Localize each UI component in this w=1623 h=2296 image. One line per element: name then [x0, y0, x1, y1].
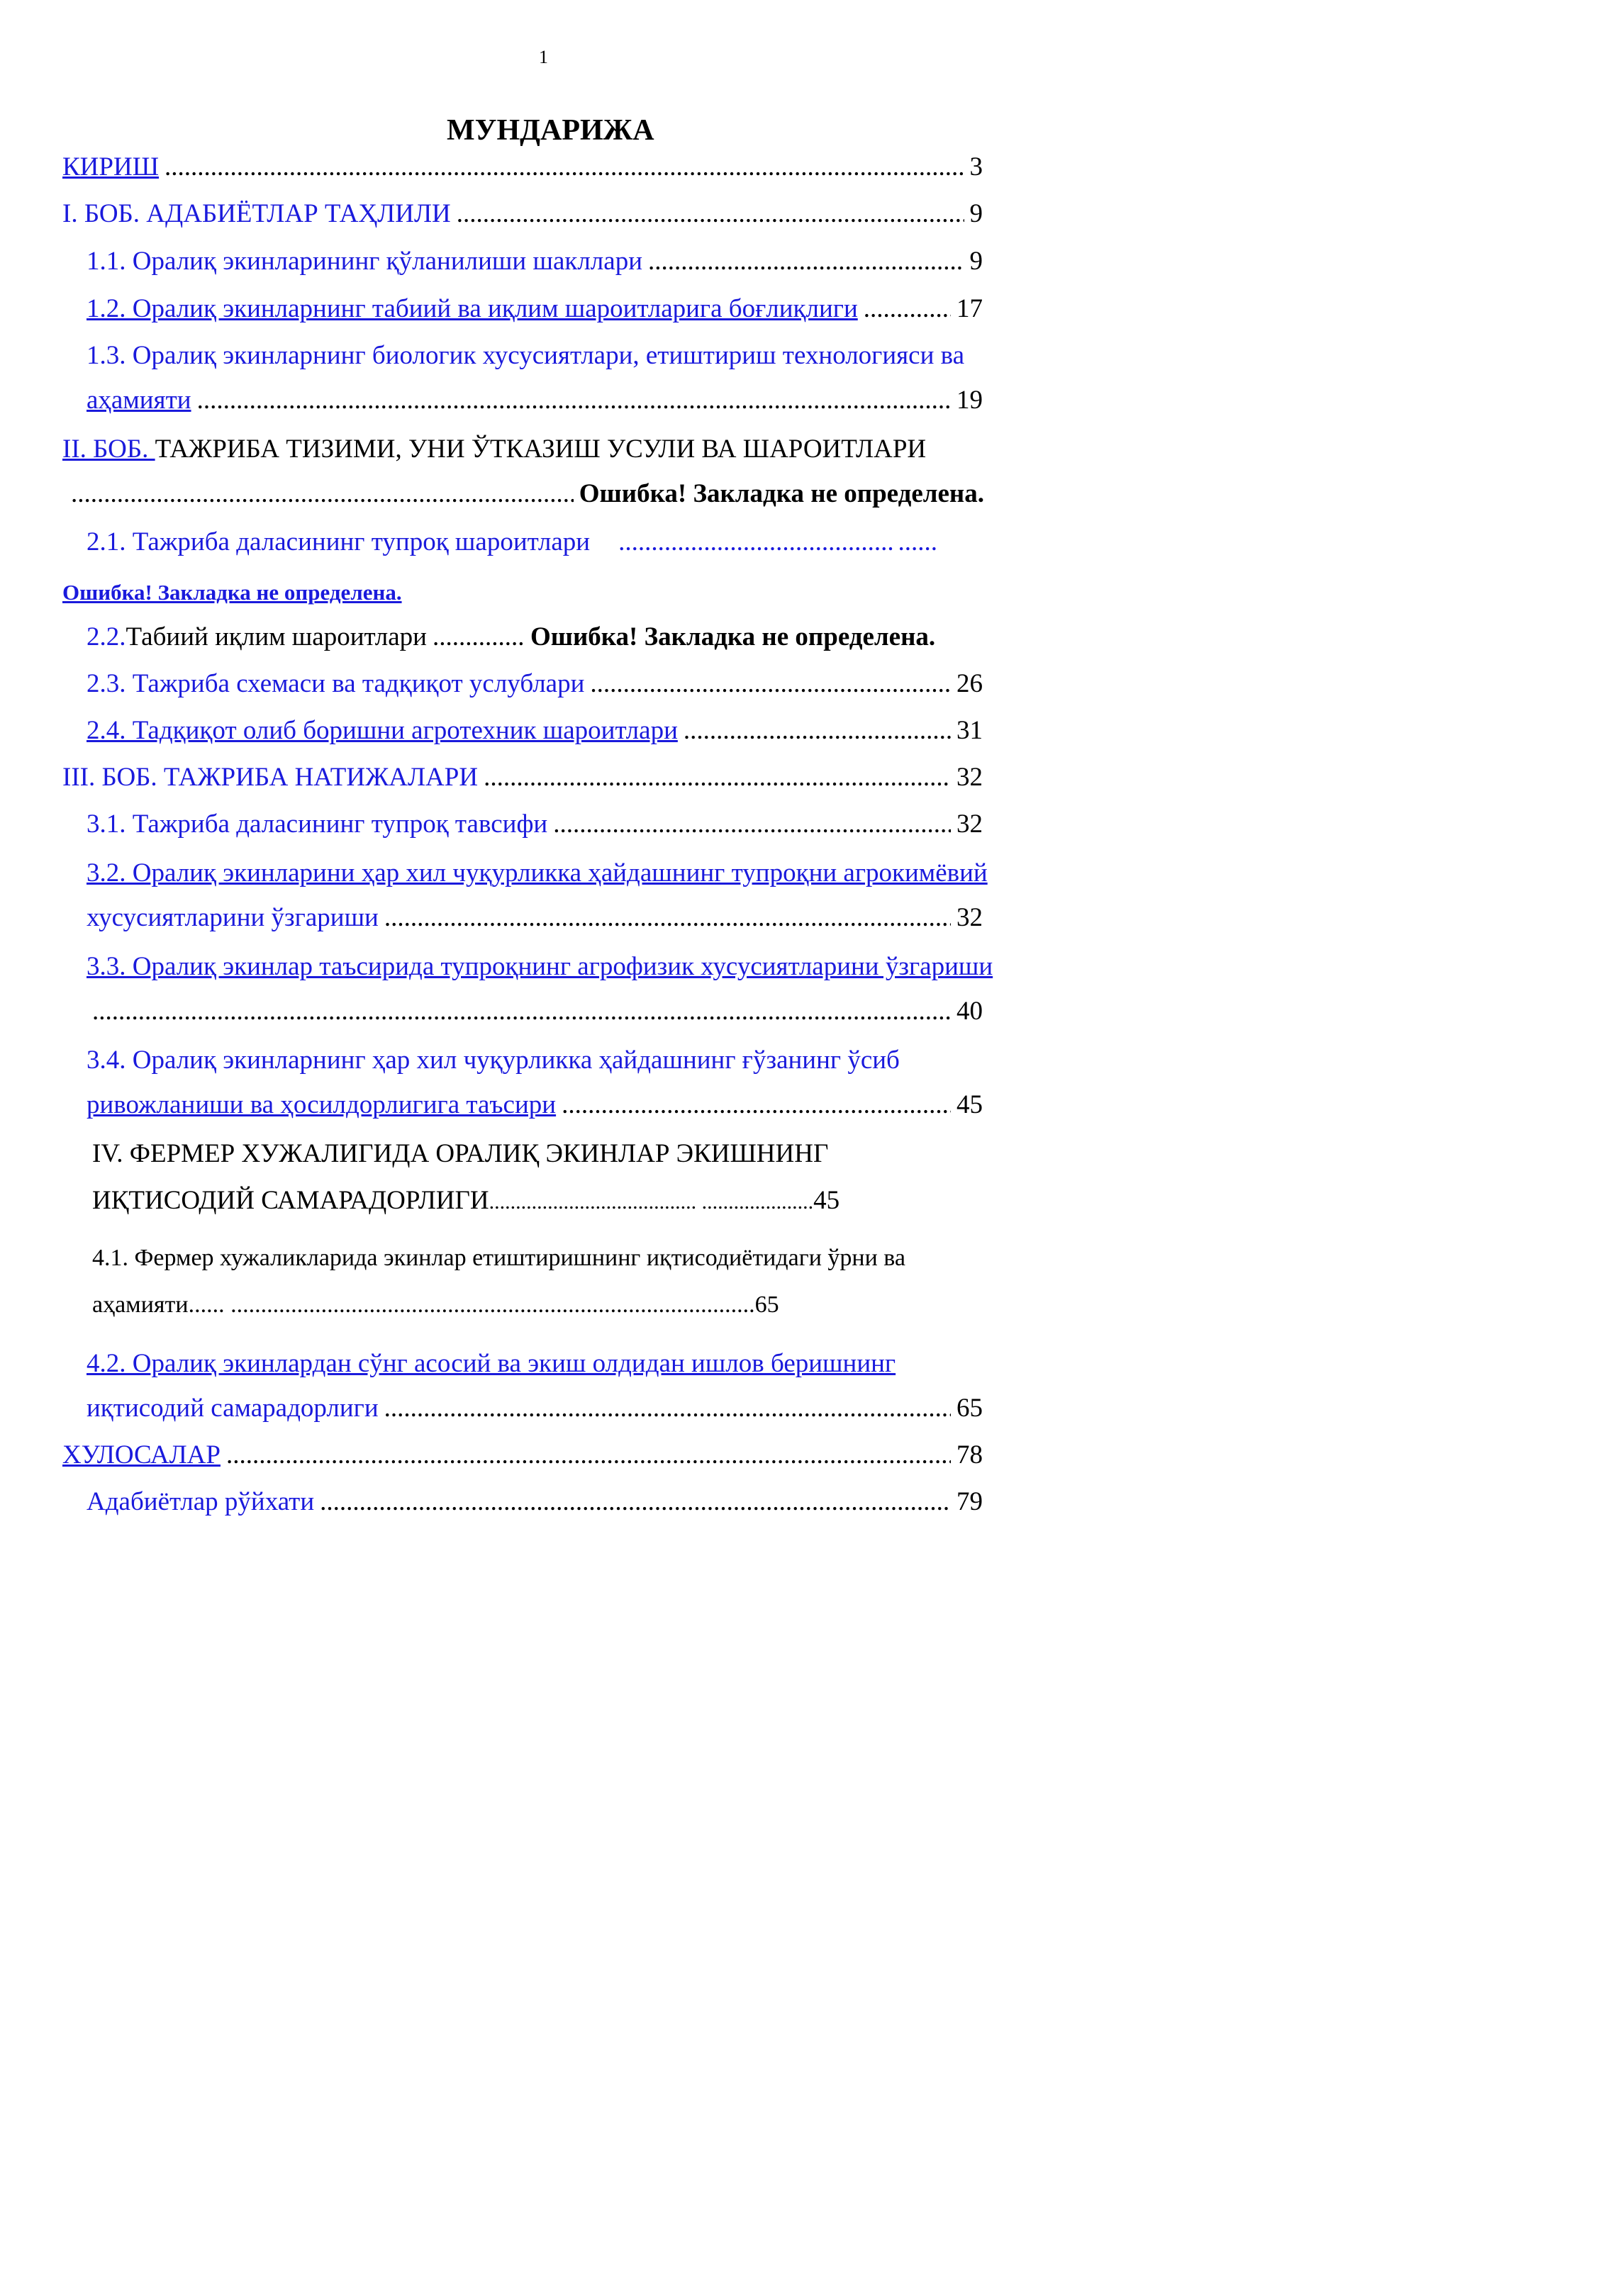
toc-page: 19 — [956, 386, 983, 415]
toc-entry-1-2[interactable] — [87, 296, 983, 322]
toc-entry-3-4-line1[interactable]: 3.4. Оралиқ экинларнинг ҳар хил чуқурликка ҳайдашнинг ғўзанинг ўсиб — [87, 1046, 900, 1075]
toc-page: 31 — [956, 716, 983, 745]
toc-entry-4-2-line1[interactable]: 4.2. Оралиқ экинлардан сўнг асосий ва экиш олдидан ишлов беришнинг — [87, 1349, 896, 1378]
bookmark-error: Ошибка! Закладка не определена. — [579, 479, 984, 508]
page-title: МУНДАРИЖА — [447, 114, 654, 147]
toc-page: 9 — [969, 247, 983, 276]
toc-page: 32 — [956, 903, 983, 932]
toc-entry-3-4-line2[interactable] — [87, 1092, 983, 1118]
toc-page: 9 — [969, 199, 983, 228]
toc-label[interactable]: Адабиётлар рўйхати — [87, 1487, 315, 1516]
toc-leader — [71, 481, 574, 507]
toc-page: 3 — [969, 152, 983, 181]
toc-page: 40 — [956, 997, 983, 1026]
toc-leader — [226, 1442, 951, 1468]
toc-leader — [553, 811, 951, 837]
toc-leader — [590, 671, 951, 697]
toc-leader — [484, 764, 951, 790]
toc-entry-2-3[interactable] — [87, 671, 983, 697]
toc-entry-chapter-2[interactable] — [62, 434, 926, 464]
toc-label: ТАЖРИБА ТИЗИМИ, УНИ ЎТКАЗИШ УСУЛИ ВА ШАРОИТЛАРИ — [155, 435, 927, 464]
toc-label: ИҚТИСОДИЙ САМАРАДОРЛИГИ — [92, 1186, 489, 1215]
toc-entry-2-2[interactable] — [87, 624, 983, 650]
bookmark-error[interactable]: Ошибка! Закладка не определена. — [62, 580, 402, 605]
toc-entry-chapter-2-ref — [71, 481, 984, 507]
toc-entry-chapter-4-line2 — [92, 1185, 840, 1216]
toc-entry-intro[interactable] — [62, 154, 983, 180]
toc-page: 45 — [956, 1090, 983, 1119]
toc-entry-4-2-line2[interactable] — [87, 1395, 983, 1421]
toc-page: 32 — [956, 763, 983, 792]
toc-page: 32 — [956, 810, 983, 839]
toc-page: 79 — [956, 1487, 983, 1516]
toc-page: 17 — [956, 294, 983, 323]
toc-entry-chapter-3[interactable] — [62, 764, 983, 790]
toc-num[interactable]: 2.2. — [87, 622, 126, 651]
toc-entry-1-3-line1[interactable]: 1.3. Оралиқ экинларнинг биологик хусусиятлари, етиштириш технологияси ва — [87, 341, 965, 370]
toc-label[interactable]: 2.1. Тажриба даласининг тупроқ шароитлари — [87, 527, 591, 556]
toc-entry-1-1[interactable] — [87, 248, 983, 274]
toc-page: 78 — [956, 1440, 983, 1469]
toc-label[interactable]: иқтисодий самарадорлиги — [87, 1394, 379, 1423]
toc-leader: ....................................... ..................... — [489, 1190, 814, 1214]
toc-leader — [197, 387, 951, 413]
toc-page: 45 — [813, 1186, 840, 1215]
toc-entry-3-2-line2[interactable] — [87, 905, 983, 931]
toc-label[interactable]: III. БОБ. ТАЖРИБА НАТИЖАЛАРИ — [62, 763, 479, 792]
toc-entry-4-1-line2 — [92, 1292, 779, 1318]
toc-leader — [618, 529, 892, 555]
toc-label[interactable]: 2.3. Тажриба схемаси ва тадқиқот услублари — [87, 669, 585, 698]
toc-entry-references[interactable] — [87, 1489, 983, 1515]
toc-label: Табиий иқлим шароитлари — [126, 622, 427, 651]
toc-label[interactable]: ривожланиши ва ҳосилдорлигига таъсири — [87, 1090, 557, 1119]
toc-entry-3-3-line1[interactable]: 3.3. Оралиқ экинлар таъсирида тупроқнинг агрофизик хусусиятларини ўзгариши — [87, 952, 993, 981]
bookmark-error: Ошибка! Закладка не определена. — [530, 622, 936, 651]
toc-label[interactable]: 1.1. Оралиқ экинларининг қўланилиши шакллари — [87, 247, 642, 276]
toc-leader — [384, 905, 951, 931]
toc-label[interactable]: 3.1. Тажриба даласининг тупроқ тавсифи — [87, 810, 548, 839]
toc-label[interactable]: 1.2. Оралиқ экинларнинг табиий ва иқлим шароитларига боғлиқлиги — [87, 294, 858, 323]
toc-label[interactable]: ХУЛОСАЛАР — [62, 1440, 221, 1469]
toc-entry-3-3-line2 — [92, 998, 983, 1024]
toc-entry-3-2-line1[interactable]: 3.2. Оралиқ экинларини ҳар хил чуқурликка ҳайдашнинг тупроқни агрокимёвий — [87, 858, 988, 887]
page-number: 1 — [539, 47, 548, 67]
toc-label[interactable]: хусусиятларини ўзгариши — [87, 903, 379, 932]
toc-leader — [433, 624, 525, 650]
toc-entry-1-3-line2[interactable] — [87, 387, 983, 413]
toc-leader — [864, 296, 951, 322]
toc-label[interactable]: 2.4. Тадқиқот олиб боришни агротехник шароитлари — [87, 716, 678, 745]
toc-page: 26 — [956, 669, 983, 698]
toc-entry-2-1[interactable] — [87, 529, 937, 555]
toc-label[interactable]: I. БОБ. АДАБИЁТЛАР ТАҲЛИЛИ — [62, 199, 451, 228]
toc-leader — [320, 1489, 951, 1515]
toc-label-link[interactable]: II. БОБ. — [62, 435, 155, 464]
toc-label[interactable]: КИРИШ — [62, 152, 160, 181]
toc-entry-chapter-4-line1: IV. ФЕРМЕР ХУЖАЛИГИДА ОРАЛИҚ ЭКИНЛАР ЭКИШНИНГ — [92, 1139, 829, 1168]
toc-leader — [384, 1395, 951, 1421]
toc-leader — [684, 717, 951, 744]
toc-entry-chapter-1[interactable] — [62, 201, 983, 227]
toc-leader — [92, 998, 951, 1024]
toc-leader — [648, 248, 964, 274]
toc-page: 65 — [956, 1394, 983, 1423]
toc-leader — [457, 201, 964, 227]
bookmark-error-link[interactable] — [62, 576, 402, 607]
toc-leader — [164, 154, 964, 180]
toc-trail: ...... — [898, 527, 937, 556]
toc-entry-3-1[interactable] — [87, 811, 983, 837]
toc-label[interactable]: аҳамияти — [87, 386, 191, 415]
toc-leader: ....................................................................................... — [230, 1292, 755, 1318]
toc-leader — [562, 1092, 951, 1118]
toc-entry-4-1-line1: 4.1. Фермер хужаликларида экинлар етиштиришнинг иқтисодиётидаги ўрни ва — [92, 1245, 905, 1271]
toc-label: аҳамияти...... — [92, 1292, 231, 1318]
toc-page: 65 — [754, 1292, 779, 1318]
toc-entry-conclusions[interactable] — [62, 1442, 983, 1468]
toc-entry-2-4[interactable] — [87, 717, 983, 744]
